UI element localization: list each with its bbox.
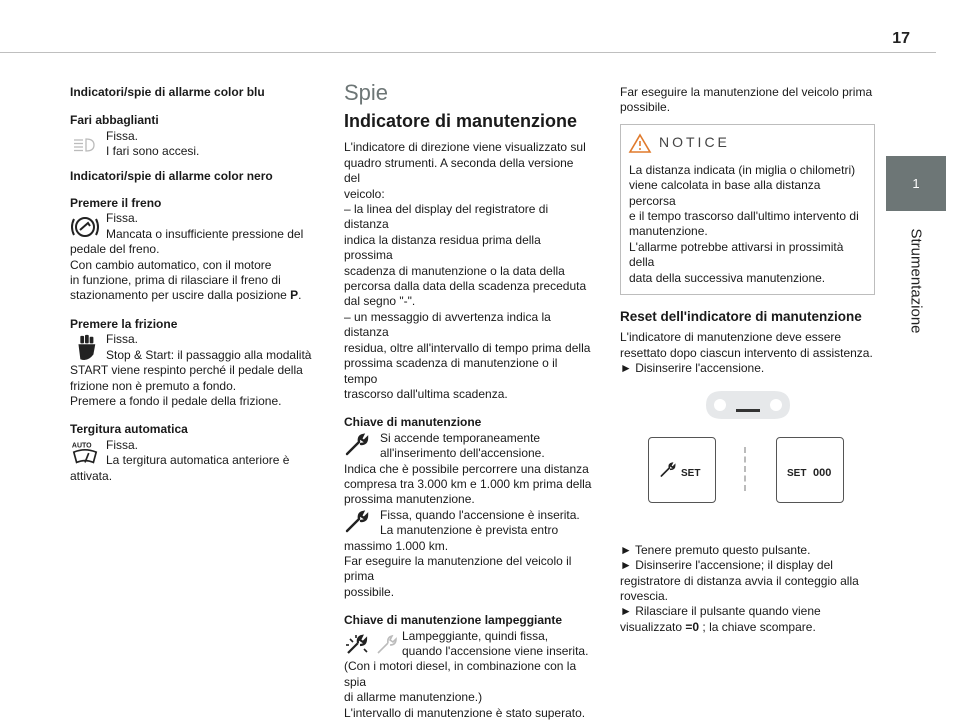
svg-text:AUTO: AUTO <box>71 442 92 450</box>
fari-block <box>70 129 315 160</box>
frizione-block <box>70 332 315 363</box>
page-number: 17 <box>892 30 910 47</box>
maintenance-indicator-title: Indicatore di manutenzione <box>344 111 578 132</box>
last-step-line: visualizzato =0 ; la chiave scompare. <box>620 619 816 634</box>
notice-box: NOTICE La distanza indicata (in miglia o chilometri) viene calcolata in base alla distanza percorsa e il tempo trascorso dall'ultimo intervento di manutenzione. L'allarme potrebbe attivarsi in prossimità della data della successiva manutenzione. <box>620 124 875 295</box>
freno-line-3: pedale del freno. <box>70 242 160 257</box>
lamp-block: Lampeggiante, quindi fissa, quando l'accensione viene inserita. <box>344 629 592 660</box>
column-2: Spie Indicatore di manutenzione L'indicatore di direzione viene visualizzato sul quadro strumenti. A seconda della versione del veicolo: – la linea del display del registratore di distanza indica la distanza residua prima della prossima scadenza di manutenzione o la data della percorsa dalla data della scadenza preceduta dal segno "-". – un messaggio di avvertenza indica la distanza residua, oltre all'intervallo di tempo prima della prossima scadenza di manutenzione o il tempo trascorso dall'ultima scadenza. Chiave di manutenzione Si accende temporaneamente all'inserimento dell'accensione. Indica che è possibile percorrere una distanza compresa tra 3.000 km e 1.000 km prima della prossima manutenzione. Fissa, quando l'accensione è inserita. La manutenzione è prevista entro massimo 1.000 km. Far eseguire la manutenzione del veicolo il prima possibile. Chiave di manutenzione lampeggiante Lampeggiante, quindi fissa, quando l'accensione viene inserita. (Con i motori diesel, in combinazione con la spia di allarme manutenzione.) L'intervallo di manutenzione è stato superato. <box>344 80 592 720</box>
warning-triangle-icon <box>629 133 651 153</box>
tergitura-line-2: La tergitura automatica anteriore è <box>106 453 290 468</box>
fari-line-2: I fari sono accesi. <box>106 144 200 159</box>
auto-wiper-icon <box>70 440 100 468</box>
tergitura-block <box>70 438 315 469</box>
right-set-label: SET <box>787 467 807 479</box>
notice-title: NOTICE <box>659 134 730 151</box>
reset-illustration <box>620 387 880 537</box>
freno-line-5: in funzione, prima di rilasciare il freno di <box>70 273 281 288</box>
left-set-label: SET <box>681 467 701 479</box>
dashboard-icon <box>700 387 796 423</box>
chapter-tab-title[interactable] <box>886 216 946 346</box>
left-display-panel <box>648 437 716 503</box>
black-warning-heading: Indicatori/spie di allarme color nero <box>70 168 273 183</box>
high-beam-icon <box>70 131 100 159</box>
chiave-block-1: Si accende temporaneamente all'inserimento dell'accensione. <box>344 431 592 462</box>
divider-dashes <box>744 447 746 491</box>
lamp-title: Chiave di manutenzione lampeggiante <box>344 613 563 628</box>
section-title-spie: Spie <box>344 80 389 105</box>
flashing-wrench-icon <box>344 631 404 657</box>
wrench-icon <box>344 433 370 457</box>
frizione-title: Premere la frizione <box>70 316 178 331</box>
frizione-line-4: frizione non è premuto a fondo. <box>70 378 237 393</box>
freno-block <box>70 211 315 242</box>
brake-pedal-icon <box>70 213 100 241</box>
freno-line-4: Con cambio automatico, con il motore <box>70 257 272 272</box>
frizione-line-3: START viene respinto perché il pedale della <box>70 363 303 378</box>
chapter-tab-number[interactable]: 1 <box>886 156 946 211</box>
maintenance-intro: L'indicatore di direzione viene visualizzato sul quadro strumenti. A seconda della versione del veicolo: – la linea del display del registratore di distanza indica la distanza residua prima della prossima scadenza di manutenzione o la data della percorsa dalla data della scadenza preceduta dal segno "-". – un messaggio di avvertenza indica la distanza residua, oltre all'intervallo di tempo prima della prossima scadenza di manutenzione o il tempo trascorso dall'ultima scadenza. <box>344 140 591 401</box>
freno-line-6: stazionamento per uscire dalla posizione P. <box>70 288 302 303</box>
header-rule <box>0 52 936 53</box>
frizione-line-1: Fissa. <box>106 332 139 347</box>
chiave-title: Chiave di manutenzione <box>344 415 482 430</box>
freno-line-2: Mancata o insufficiente pressione del <box>106 226 304 241</box>
fari-title: Fari abbaglianti <box>70 113 159 128</box>
chapter-tab-label: Strumentazione <box>907 228 925 334</box>
frizione-line-5: Premere a fondo il pedale della frizione. <box>70 393 282 408</box>
panel-wrench-icon <box>659 462 677 478</box>
tergitura-line-3: attivata. <box>70 468 113 483</box>
right-display-panel <box>776 437 844 503</box>
freno-title: Premere il freno <box>70 196 162 211</box>
column-3: Far eseguire la manutenzione del veicolo prima possibile. NOTICE La distanza indicata (in miglia o chilometri) viene calcolata in base alla distanza percorsa e il tempo trascorso dall'ultimo intervento di manutenzione. L'allarme potrebbe attivarsi in prossimità della data della successiva manutenzione. Reset dell'indicatore di manutenzione L'indicatore di manutenzione deve essere resettato dopo ciascun intervento di assistenza. ► Disinserire l'accensione. SET SET 000 ► Tenere premuto questo pulsante. ► Disinserire l'accensione; il display del registratore di distanza avvia il conteggio alla rovescia. ► Rilasciare il pulsante quando viene visualizzato =0 ; la chiave scompare. <box>620 85 875 635</box>
wrench-fixed-icon <box>344 510 370 534</box>
fari-line-1: Fissa. <box>106 128 139 143</box>
frizione-line-2: Stop & Start: il passaggio alla modalità <box>106 347 312 362</box>
right-counter-value: 000 <box>813 466 832 479</box>
tergitura-title: Tergitura automatica <box>70 422 188 437</box>
chiave-block-2: Fissa, quando l'accensione è inserita. La manutenzione è prevista entro <box>344 508 592 539</box>
freno-line-1: Fissa. <box>106 211 139 226</box>
reset-title: Reset dell'indicatore di manutenzione <box>620 309 862 325</box>
blue-warning-heading: Indicatori/spie di allarme color blu <box>70 85 265 99</box>
column-1 <box>70 85 315 484</box>
clutch-foot-icon <box>70 334 100 362</box>
tergitura-line-1: Fissa. <box>106 437 139 452</box>
